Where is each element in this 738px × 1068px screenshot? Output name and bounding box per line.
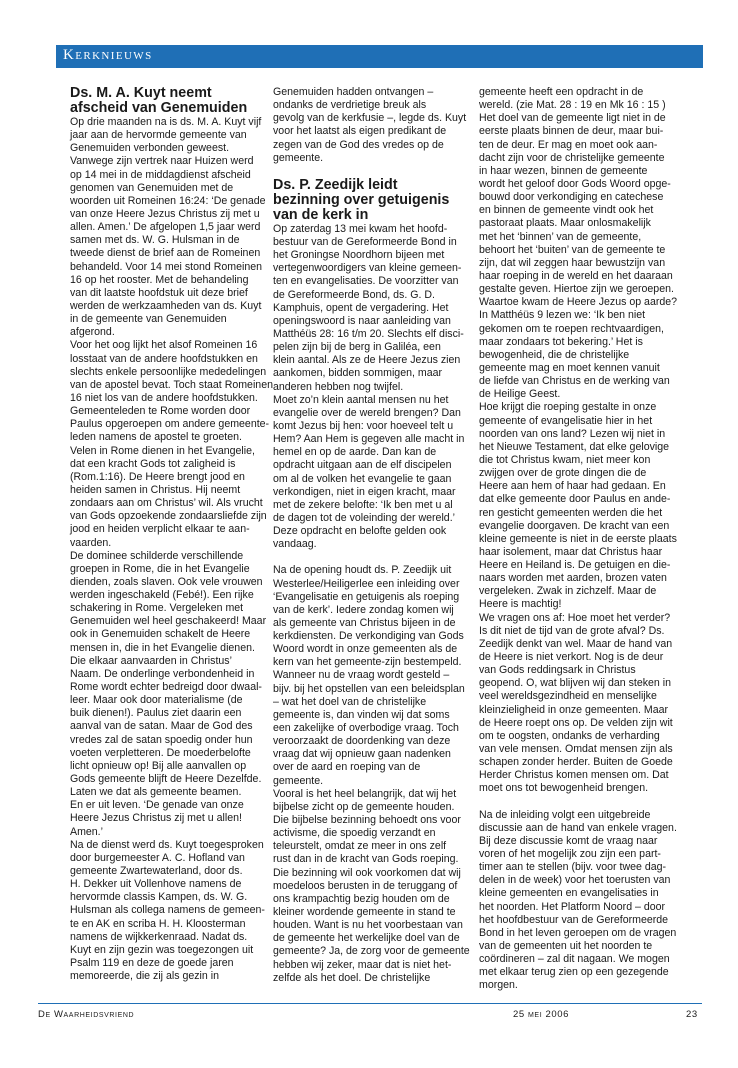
text-line: de Heere is niet verkort. Nog is de deur — [479, 651, 664, 664]
text-line: 16 op het rooster. Met de behandeling — [70, 273, 249, 286]
text-line: gestalte geven. Hiertoe zijn we geroepen. — [479, 283, 674, 296]
text-line: openingswoord is naar aanleiding van — [273, 314, 451, 327]
text-line: Moet zo’n klein aantal mensen nu het — [273, 393, 449, 406]
text-line: verkondigen, niet in eigen kracht, maar — [273, 485, 456, 498]
text-line: (Rom.1:16). De Heere brengt jood en — [70, 470, 245, 483]
text-line: met de zekere belofte: ‘Ik ben met u al — [273, 498, 453, 511]
text-line: kern van het gemeente-zijn bestempeld. — [273, 656, 462, 669]
heading-line: van de kerk in — [273, 206, 369, 223]
article-body-kuyt — [70, 116, 273, 983]
text-line: rust dan in de kracht van Gods roeping. — [273, 853, 459, 866]
text-line: Is dit niet de tijd van de grote afval? Ds. — [479, 624, 665, 637]
text-line: het Nieuwe Testament, dat elke gelovige — [479, 440, 670, 453]
text-line: allen. Amen.’ De afgelopen 1,5 jaar werd — [70, 221, 261, 234]
text-line: moedeloos berusten in de teruggang of — [273, 879, 458, 892]
text-line: van Gods reddingsark in Christus — [479, 664, 636, 677]
text-line: de Heere roept ons op. De velden zijn wit — [479, 716, 673, 729]
text-line: gemeente mag en moet kennen vanuit — [479, 361, 660, 374]
text-line: memoreerde, die zij als gezin in — [70, 970, 219, 983]
article-body-zeedijk-part-4 — [479, 809, 679, 993]
text-line: En er uit leven. ‘De genade van onze — [70, 799, 244, 812]
text-line: Genemuiden wel heel geschakeerd! Maar — [70, 615, 267, 628]
text-line: Op drie maanden na is ds. M. A. Kuyt vijf — [70, 116, 262, 128]
text-line: wereld. (zie Mat. 28 : 19 en Mk 16 : 15 ) — [479, 99, 666, 112]
text-line: dat een kracht Gods tot zaligheid is — [70, 457, 236, 470]
text-line: gevolg van de kerkfusie –, legde ds. Kuyt — [273, 112, 467, 125]
text-line: dacht zijn voor de christelijke gemeente — [479, 151, 665, 164]
text-line: de Heilige Geest. — [479, 388, 561, 401]
text-line: behoort het ‘buiten’ van de gemeente te — [479, 243, 666, 256]
text-line: genomen van Genemuiden met de — [70, 181, 234, 194]
text-line: ons krampachtig bezig houden om de — [273, 892, 450, 905]
text-line: de gemeente het werkelijke doel van de — [273, 932, 460, 945]
text-line: dat elke gemeente door Paulus en ande- — [479, 493, 671, 506]
text-line: vandaag. — [273, 538, 317, 551]
text-line: van dit laatste hoofdstuk uit deze brief — [70, 286, 248, 299]
text-line: Waartoe kwam de Heere Jezus op aarde? — [479, 296, 678, 309]
text-line: vertegenwoordigers van kleine gemeen- — [273, 262, 462, 275]
text-line: Westerlee/Heiligerlee een inleiding over — [273, 577, 460, 590]
text-line: bijv. bij het opstellen van een beleidsplan — [273, 682, 465, 695]
text-line: moet ons tot bewogenheid brengen. — [479, 782, 649, 795]
text-line: pastoraat plaats. Maar onlosmakelijk — [479, 217, 651, 230]
text-line: woorden uit Romeinen 16:24: ‘De genade — [70, 194, 266, 207]
text-line: bewogenheid, die de christelijke — [479, 348, 630, 361]
text-line: activisme, die spoedig verzandt en — [273, 827, 436, 840]
text-line: de dagen tot de voleinding der wereld.’ — [273, 511, 455, 524]
text-line: Vooral is het heel belangrijk, dat wij het — [273, 787, 457, 800]
text-line: klein aantal. Als ze de Heere Jezus zien — [273, 354, 461, 367]
text-line: Die bezinning wil ook voorkomen dat wij — [273, 866, 461, 879]
text-line: eerste plaats binnen de deur, maar bui- — [479, 125, 664, 138]
text-line: jaar aan de hervormde gemeente van — [70, 129, 247, 142]
column-2 — [273, 86, 468, 985]
text-line: zijn, dat wil zeggen haar bewustzijn van — [479, 256, 666, 269]
text-line: Velen in Rome dienen in het Evangelie, — [70, 444, 255, 457]
paragraph-gap — [273, 551, 468, 564]
text-line: zelfde als het doel. De christelijke — [273, 971, 431, 984]
text-line: zwijgen over de grote dingen die de — [479, 467, 647, 480]
text-line: groepen in Rome, die in het Evangelie — [70, 562, 250, 575]
text-line: haar roeping in de wereld en het daaraan — [479, 269, 673, 282]
text-line: dienden, zoals slaven. Ook vele vrouwen — [70, 575, 263, 588]
article-body-zeedijk — [273, 223, 468, 552]
text-line: met elkaar terug zien op een gezegende — [479, 966, 669, 979]
text-line: ondanks de verdrietige breuk als — [273, 99, 427, 112]
text-line: schakering in Rome. Vergeleken met — [70, 602, 244, 615]
text-line: van de gemeenten uit het noorden te — [479, 940, 653, 952]
text-line: Gods gemeente blijft de Heere Dezelfde. — [70, 773, 262, 786]
text-line: komt Jezus bij hen: voor hoeveel telt u — [273, 419, 454, 432]
text-line: aankomen, bidden sommigen, maar — [273, 367, 443, 380]
text-line: pelen zijn bij de berg in Galiléa, een — [273, 341, 441, 354]
text-line: discussie aan de hand van enkele vragen. — [479, 821, 677, 834]
text-line: in haar wezen, binnen de gemeente — [479, 164, 648, 177]
text-line: opdracht uitgaan aan de elf discipelen — [273, 459, 452, 472]
text-line: maar zondaars tot bekering.’ Het is — [479, 335, 643, 348]
footer-date: 25 mei 2006 — [513, 1009, 570, 1020]
section-banner — [56, 45, 703, 68]
text-line: Bij deze discussie komt de vraag naar — [479, 834, 658, 847]
section-title: Kerknieuws — [63, 47, 153, 63]
text-line: Woord wordt in onze gemeenten als de — [273, 643, 458, 656]
text-line: voren of het mogelijk zou zijn een part- — [479, 848, 661, 861]
text-line: We vragen ons af: Hoe moet het verder? — [479, 611, 671, 624]
text-line: vaarden. — [70, 536, 112, 549]
text-line: veel wereldsgezindheid en menselijke — [479, 690, 657, 703]
text-line: slechts enkele persoonlijke mededelingen — [70, 365, 267, 378]
text-line: om al de volken het evangelie te gaan — [273, 472, 452, 485]
text-line: samen met ds. W. G. Hulsman in de — [70, 234, 240, 247]
text-line: leden namens de apostel te groeten. — [70, 431, 242, 444]
text-line: Hem? Aan Hem is gegeven alle macht in — [273, 433, 465, 446]
text-line: Laten we dat als gemeente beamen. — [70, 786, 242, 799]
text-line: Matthéüs 28: 16 t/m 20. Slechts elf disci- — [273, 327, 464, 340]
text-line: teleurstelt, omdat ze meer in ons zelf — [273, 840, 447, 853]
text-line: in de gemeente van Genemuiden — [70, 313, 227, 326]
text-line: gekomen om te roepen rechtvaardigen, — [479, 322, 664, 335]
text-line: gemeente of evangelisatie hier in het — [479, 414, 653, 427]
text-line: de liefde van Christus en de werking van — [479, 375, 670, 388]
text-line: noorden van ons land? Lezen wij niet in — [479, 427, 666, 440]
text-line: gemeente heeft een opdracht in de — [479, 86, 644, 98]
text-line: leer. Maar ook door materialisme (de — [70, 694, 243, 707]
heading-line: afscheid van Genemuiden — [70, 100, 248, 116]
text-line: een zakelijke of overbodige vraag. Toch — [273, 722, 459, 735]
text-line: Heere en Heiland is. De getuigen en die- — [479, 559, 671, 572]
text-line: Genemuiden hadden ontvangen – — [273, 86, 434, 98]
text-line: haar isolement, maar dat Christus haar — [479, 545, 663, 558]
text-line: Die elkaar aanvaarden in Christus’ — [70, 654, 232, 667]
text-line: Na de opening houdt ds. P. Zeedijk uit — [273, 564, 452, 577]
article-heading-kuyt — [70, 86, 266, 116]
paragraph-gap — [479, 796, 679, 809]
heading-line: bezinning over getuigenis — [273, 191, 450, 208]
article-body-zeedijk-part-3 — [479, 86, 679, 796]
text-line: kleine gemeenten en evangelisaties in — [479, 887, 659, 900]
text-line: houden. Want is nu het voorbestaan van — [273, 919, 463, 932]
text-line: Het doel van de gemeente ligt niet in de — [479, 112, 666, 125]
text-line: licht opnieuw op! Bij alle aanvallen op — [70, 759, 247, 772]
text-line: die tot Christus kwam, niet meer kon — [479, 453, 651, 466]
text-line: ‘Evangelisatie en getuigenis als roeping — [273, 590, 460, 603]
text-line: Heere aan hem of haar had gedaan. En — [479, 480, 666, 493]
text-line: mensen in, die in het Evangelie dienen. — [70, 641, 255, 654]
text-line: hervormde classis Kampen, ds. W. G. — [70, 891, 248, 904]
footer-publication: De Waarheidsvriend — [38, 1009, 135, 1020]
text-line: veroorzaakt de doordenking van deze — [273, 735, 451, 748]
text-line: jood en heiden verplicht elkaar te aan- — [70, 523, 250, 536]
text-line: Herder Christus komen mensen om. Dat — [479, 769, 669, 782]
text-line: losstaat van de andere hoofdstukken en — [70, 352, 258, 365]
column-1 — [70, 85, 273, 983]
text-line: kerkdiensten. De verkondiging van Gods — [273, 630, 464, 643]
text-line: bijbelse zicht op de gemeente houden. — [273, 800, 455, 813]
text-line: van Gods opzoekende zondaarsliefde zijn — [70, 510, 267, 523]
text-line: schapen zonder herder. Buiten de Goede — [479, 756, 673, 769]
text-line: zondaars aan om Christus’ wil. Als vrucht — [70, 497, 263, 510]
text-line: In Matthéüs 9 lezen we: ‘Ik ben niet — [479, 309, 646, 322]
text-line: Naam. De onderlinge verbondenheid in — [70, 667, 255, 680]
text-line: vraag dat wij opnieuw gaan nadenken — [273, 748, 451, 761]
text-line: Na de dienst werd ds. Kuyt toegesproken — [70, 838, 264, 851]
text-line: het hoofdbestuur van de Gereformeerde — [479, 913, 669, 926]
text-line: vergeleken. Zwak in zichzelf. Maar de — [479, 585, 657, 598]
text-line: behandeld. Voor 14 mei stond Romeinen — [70, 260, 262, 273]
text-line: H. Dekker uit Vollenhove namens de — [70, 878, 242, 891]
text-line: van vele mensen. Omdat mensen zijn als — [479, 743, 673, 756]
text-line: afgerond. — [70, 326, 115, 339]
text-line: buik dienen!). Paulus ziet daarin een — [70, 707, 242, 720]
text-line: Heere is machtig! — [479, 598, 562, 611]
text-line: Amen.’ — [70, 825, 103, 838]
text-line: Genemuiden verbonden geweest. — [70, 142, 230, 155]
text-line: als gemeente van Christus bijeen in de — [273, 616, 456, 629]
article-heading-zeedijk — [273, 178, 468, 223]
text-line: Op zaterdag 13 mei kwam het hoofd- — [273, 222, 448, 235]
footer-rule — [38, 1003, 702, 1004]
text-line: Na de inleiding volgt een uitgebreide — [479, 808, 651, 821]
text-line: evangelie doorgaven. De kracht van een — [479, 519, 670, 532]
text-line: door burgemeester A. C. Hofland van — [70, 851, 245, 864]
text-line: Hoe krijgt die roeping gestalte in onze — [479, 401, 657, 414]
text-line: kleine gemeente is niet in de eerste plaats — [479, 532, 677, 545]
text-line: gemeente Zwartewaterland, door ds. — [70, 865, 243, 878]
heading-line: Ds. M. A. Kuyt neemt — [70, 85, 212, 101]
text-line: hemel en op de aarde. Dan kan de — [273, 446, 437, 459]
text-line: – wat het doel van de christelijke — [273, 695, 427, 708]
text-line: ren gesticht gemeenten werden die het — [479, 506, 663, 519]
text-line: Kamphuis, opent de vergadering. Het — [273, 301, 449, 314]
text-line: het Groningse Noordhorn bijeen met — [273, 249, 445, 262]
text-line: delen in de week) voor het toerusten van — [479, 874, 671, 887]
text-line: van de apostel bevat. Toch staat Romeinen — [70, 378, 273, 391]
text-line: gemeente. — [273, 151, 324, 164]
text-line: ook in Genemuiden schakelt de Heere — [70, 628, 251, 641]
text-line: van onze Heere Jezus Christus zij met u — [70, 207, 260, 220]
text-line: gemeente is, dan vinden wij dat soms — [273, 708, 450, 721]
text-line: Kuyt en zijn gezin was toegezongen uit — [70, 943, 254, 956]
article-body-zeedijk-part-2 — [273, 564, 468, 985]
text-line: Heere Jezus Christus zij met u allen! — [70, 812, 242, 825]
text-line: vredes zal de satan spoedig onder hun — [70, 733, 253, 746]
text-line: de Gereformeerde Bond, ds. G. D. — [273, 288, 435, 301]
text-line: Rome wordt echter bedreigd door dwaal- — [70, 681, 262, 694]
text-line: Hulsman als collega namens de gemeen- — [70, 904, 265, 917]
text-line: Psalm 119 en deze de goede jaren — [70, 957, 234, 969]
text-line: Paulus opgeroepen om andere gemeente- — [70, 418, 270, 431]
text-line: en binnen de gemeente vindt ook het — [479, 204, 654, 217]
text-line: evangelie over de wereld brengen? Dan — [273, 406, 461, 419]
text-line: ten en evangelisaties. De voorzitter van — [273, 275, 459, 288]
text-line: aanval van de satan. Maar de God des — [70, 720, 253, 733]
text-line: op 14 mei in de middagdienst afscheid — [70, 168, 251, 181]
article-body-kuyt-continued — [273, 86, 468, 165]
text-line: 16 niet los van de andere hoofdstukken. — [70, 391, 258, 404]
column-3 — [479, 86, 679, 993]
text-line: hebben wij zeker, maar dat is niet het- — [273, 958, 452, 971]
text-line: het noorden. Het Platform Noord – door — [479, 900, 666, 913]
paragraph-gap — [273, 165, 468, 178]
text-line: Zeedijk denkt van wel. Maar de hand van — [479, 637, 673, 650]
text-line: heiden samen in Christus. Hij neemt — [70, 483, 241, 496]
text-line: Bond in het leven geroepen om de vragen — [479, 926, 677, 939]
text-line: gemeente. — [273, 774, 324, 787]
text-line: Wanneer nu de vraag wordt gesteld – — [273, 669, 450, 682]
text-line: anderen hebben nog twijfel. — [273, 380, 404, 393]
text-line: morgen. — [479, 979, 518, 992]
text-line: namens de wijkkerkenraad. Nadat ds. — [70, 930, 248, 943]
text-line: kleinzieligheid in onze gemeenten. Maar — [479, 703, 669, 716]
text-line: kleiner wordende gemeente in stand te — [273, 906, 456, 919]
text-line: bouwd door verkondiging en catechese — [479, 191, 664, 204]
text-line: zegen van de God des vredes op de — [273, 138, 444, 151]
text-line: tweede dienst de brief aan de Romeinen — [70, 247, 261, 260]
text-line: over de aard en roeping van de — [273, 761, 421, 774]
page-number: 23 — [686, 1009, 698, 1020]
text-line: wordt het geloof door Gods Woord opge- — [479, 177, 671, 190]
text-line: timer aan te stellen (bijv. voor twee dag- — [479, 861, 667, 874]
text-line: Vanwege zijn vertrek naar Huizen werd — [70, 155, 254, 168]
text-line: gemeente? Ja, de zorg voor de gemeente — [273, 945, 470, 958]
text-line: werden ingeschakeld (Febé!). Een rijke — [70, 589, 254, 602]
text-line: ten de deur. Er mag en moet ook aan- — [479, 138, 658, 151]
text-line: naars worden met aarden, brozen vaten — [479, 572, 667, 585]
text-line: Die bijbelse bezinning behoedt ons voor — [273, 814, 461, 827]
text-line: te en AK en scriba H. H. Kloosterman — [70, 917, 246, 930]
text-line: met het ‘binnen’ van de gemeente, — [479, 230, 642, 243]
text-line: om te oogsten, ondanks de verharding — [479, 729, 660, 742]
text-line: bestuur van de Gereformeerde Bond in — [273, 235, 457, 248]
text-line: werden de werkzaamheden van ds. Kuyt — [70, 299, 262, 312]
text-line: Gemeenteleden te Rome worden door — [70, 405, 251, 418]
text-line: geopend. O, wat blijven wij dan steken in — [479, 677, 671, 690]
text-line: van de kerk’. Iedere zondag komen wij — [273, 603, 454, 616]
text-line: voeten verpletteren. De moederbelofte — [70, 746, 251, 759]
text-line: De dominee schilderde verschillende — [70, 549, 244, 562]
text-line: Deze opdracht en belofte gelden ook — [273, 525, 447, 538]
text-line: voor het laatst als eigen predikant de — [273, 125, 447, 138]
text-line: coördineren – zal dit nagaan. We mogen — [479, 953, 670, 966]
heading-line: Ds. P. Zeedijk leidt — [273, 176, 398, 193]
text-line: Voor het oog lijkt het alsof Romeinen 16 — [70, 339, 258, 352]
